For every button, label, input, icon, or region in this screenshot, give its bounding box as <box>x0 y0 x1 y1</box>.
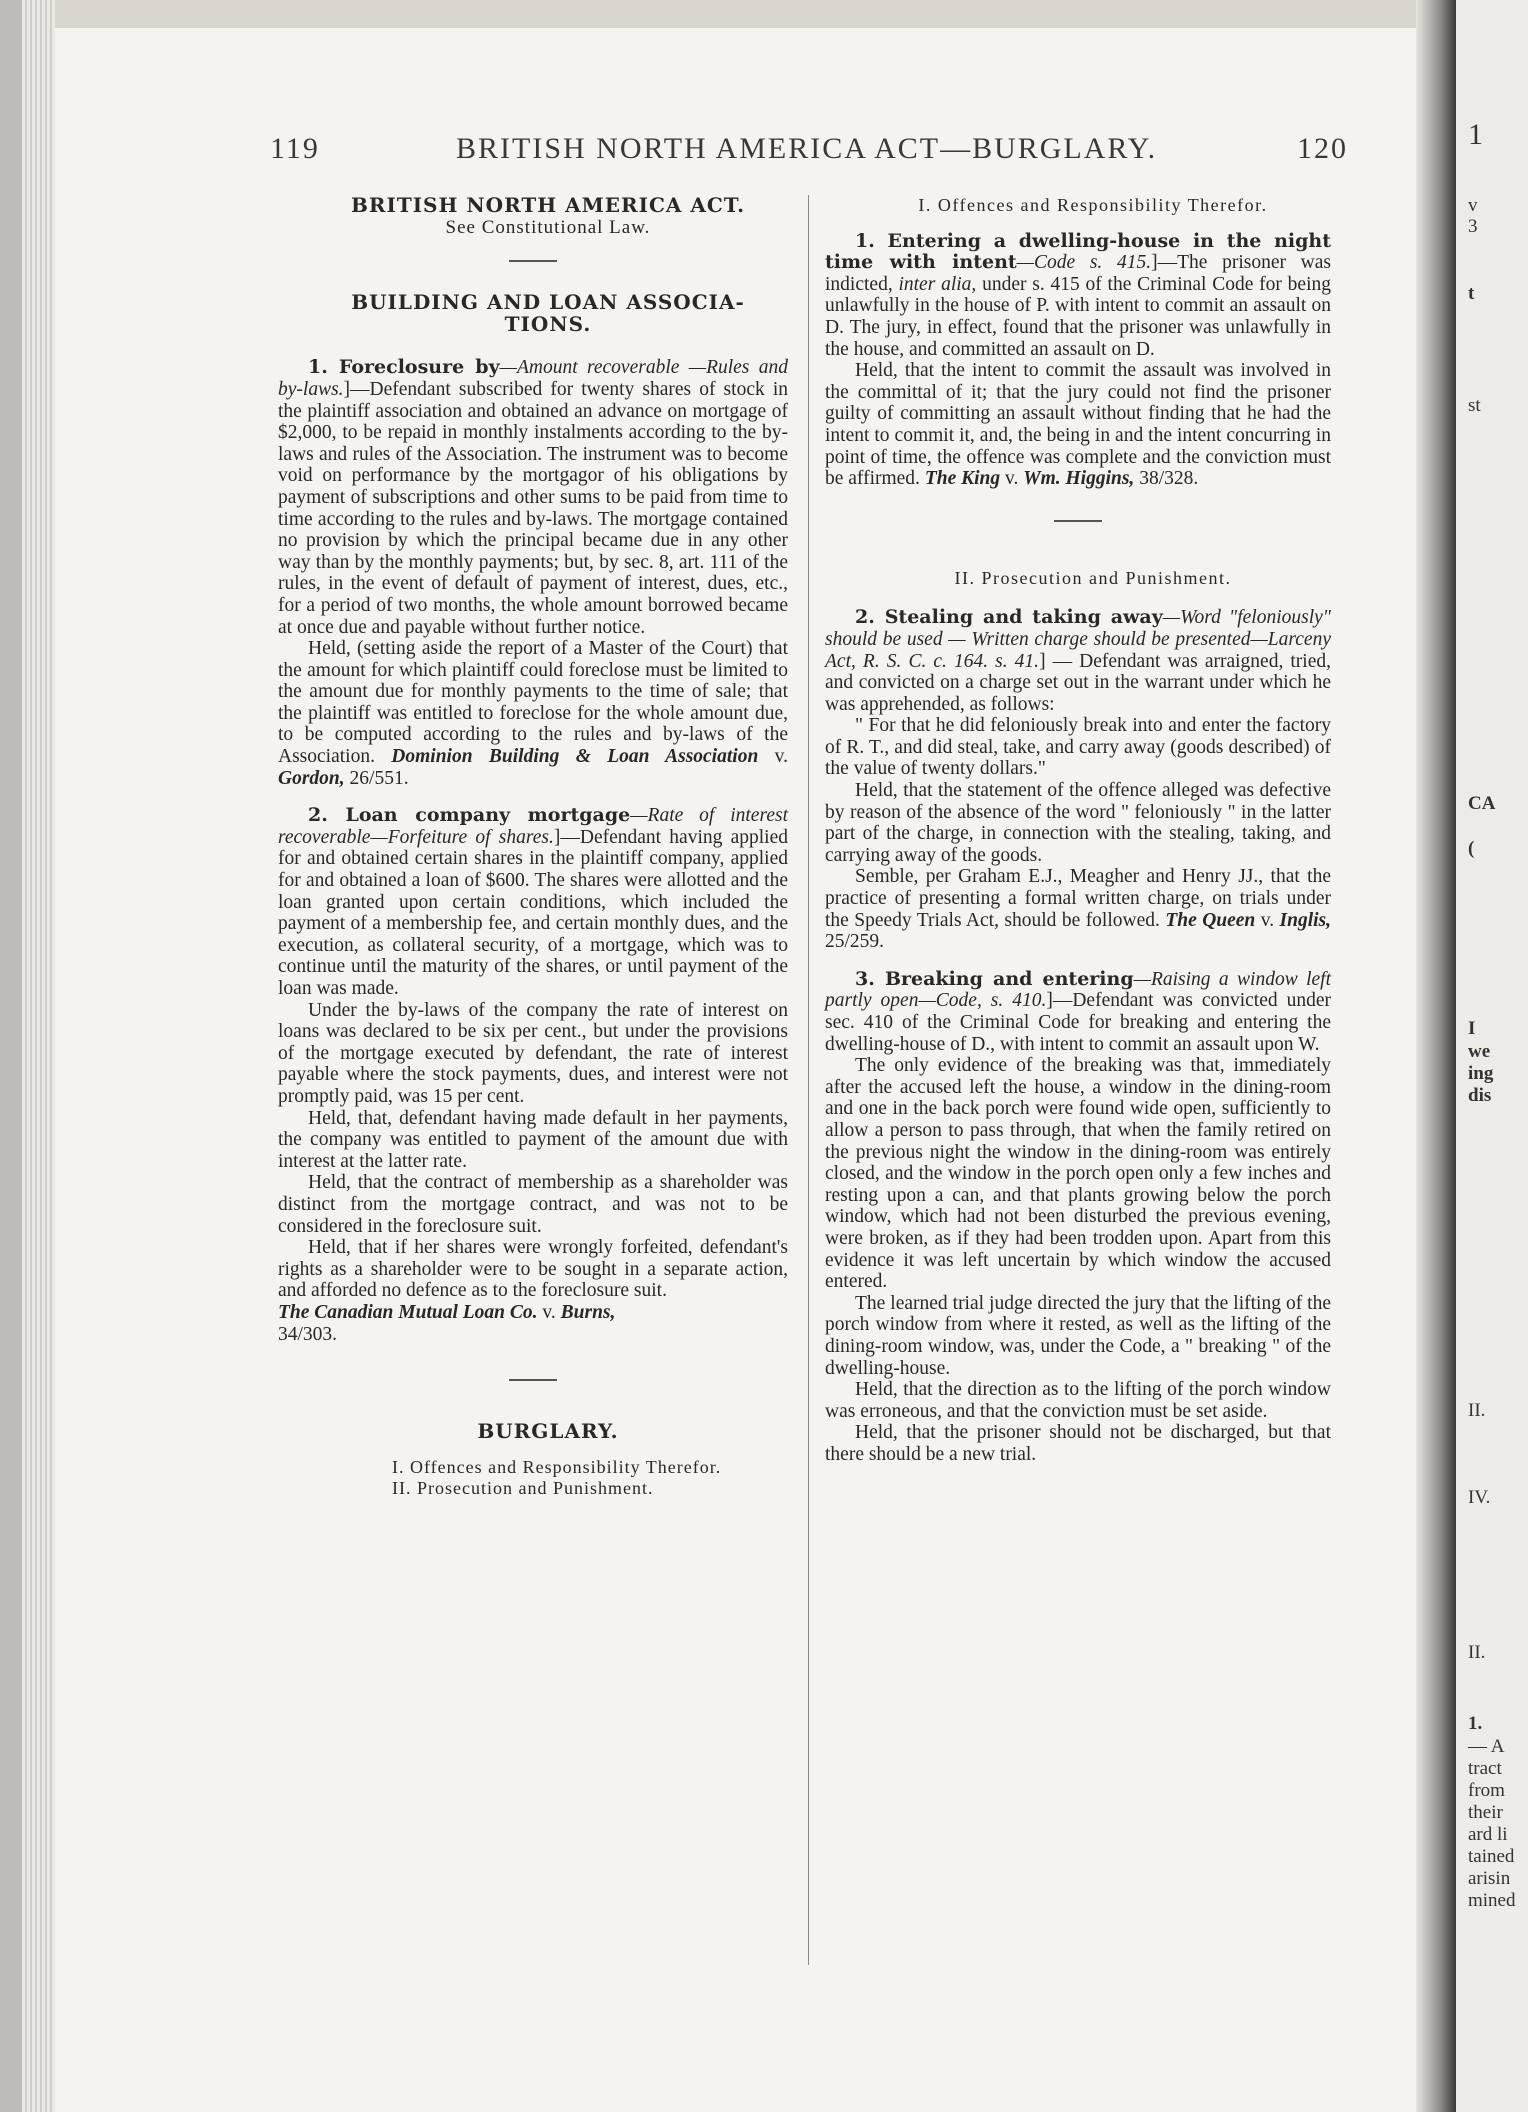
section-heading-offences: I. Offences and Responsibility Therefor. <box>918 195 1268 215</box>
semble-paragraph: Semble, per Graham E.J., Meagher and Henry JJ., that the practice of presenting a formal written charge, on trials under the Speedy Trials Act, should be followed. The Queen v. Inglis, 25/259. <box>825 866 1332 953</box>
entry-stealing: 2. Stealing and taking away—Word "feloniously" should be used — Written charge should be presented—Larceny Act, R. S. C. c. 164. s. 41.] — Defendant was arraigned, tried, and convicted on a charge set out in the warrant under which he was apprehended, as follows: <box>825 606 1331 715</box>
body-paragraph: Under the by-laws of the company the rate of interest on loans was declared to be six per cent., but under the provisions of the mortgage executed by defendant, the rate of interest payable where the stock payments, dues, and interest were not promptly paid, was 15 per cent. <box>278 999 788 1107</box>
burglary-heading: BURGLARY. <box>477 1419 619 1444</box>
quoted-charge: " For that he did feloniously break into and enter the factory of R. T., and did steal, take, and carry away (goods described) of the value of twenty dollars." <box>825 715 1331 780</box>
facing-page-fragment: ( <box>1468 838 1475 859</box>
facing-page-fragment: I <box>1468 1018 1476 1039</box>
held-paragraph: Held, that the intent to commit the assault was involved in the committal of it; that the jury could not find the prisoner guilty of committing an assault without finding that he had the intent to commit it, and, the being in and the intent concurring in point of time, the offence was complete and the conviction must be affirmed. The King v. Wm. Higgins, 38/328. <box>825 360 1331 490</box>
facing-page-fragment: IV. <box>1468 1487 1491 1508</box>
facing-page-fragment: their <box>1468 1802 1503 1823</box>
section-rule <box>509 1379 557 1381</box>
facing-page-fragment: II. <box>1468 1400 1486 1421</box>
facing-page-fragment: dis <box>1468 1085 1492 1106</box>
bla-heading-line1: BUILDING AND LOAN ASSOCIA- <box>351 290 745 315</box>
facing-page-fragment: CA <box>1468 793 1496 814</box>
bna-heading: BRITISH NORTH AMERICA ACT. <box>350 193 746 217</box>
held-paragraph: Held, (setting aside the report of a Master of the Court) that the amount for which plaintiff could foreclose must be limited to the amount due for monthly payments to the time of sale; that the plaintiff was entitled to foreclose for the whole amount due, to be computed according to the rules and by-laws of the Association. Dominion Building & Loan Association v. Gordon, 26/551. <box>278 638 788 789</box>
body-paragraph: The only evidence of the breaking was that, immediately after the accused left the house, a window in the dining-room and one in the back porch were found wide open, sufficiently to allow a person to pass through, that when the family retired on the previous night the window in the dining-room was entirely closed, and the window in the porch open only a few inches and resting upon a can, and that plants growing below the porch window, which had not been disturbed the previous evening, were broken, as if they had been trodden upon. Apart from this evidence it was left uncertain by which window the accused entered. <box>825 1055 1331 1293</box>
section-rule <box>1054 520 1102 522</box>
entry-loan-company-mortgage: 2. Loan company mortgage—Rate of interest recoverable—Forfeiture of shares.]—Defendant having applied for and obtained certain shares in the plaintiff company, applied for and obtained a loan of $600. The shares were allotted and the loan granted upon certain conditions, which included the payment of a membership fee, and certain monthly dues, and the execution, as collateral security, of a mortgage, which was to continue until the maturity of the shares, or until payment of the loan was made. <box>278 804 789 999</box>
facing-page-fragment: t <box>1468 283 1475 304</box>
held-paragraph: Held, that the statement of the offence alleged was defective by reason of the absence of the word " feloniously " in the latter part of the charge, in connection with the stealing, taking, and carrying away of the goods. <box>825 780 1331 866</box>
held-paragraph: Held, that if her shares were wrongly forfeited, defendant's rights as a shareholder were to be sought in a separate action, and afforded no defence as to the foreclosure suit. <box>278 1237 788 1302</box>
case-citation: The Canadian Mutual Loan Co. v. Burns, 34/303. <box>278 1301 616 1345</box>
book-edge <box>0 0 22 2112</box>
toc-item-offences: I. Offences and Responsibility Therefor. <box>392 1456 722 1477</box>
facing-page-fragment: v <box>1468 195 1478 216</box>
book-gutter <box>1416 0 1456 2112</box>
facing-page-fragment: — A <box>1468 1736 1505 1757</box>
facing-page-fragment: arisin <box>1468 1868 1511 1889</box>
running-title: BRITISH NORTH AMERICA ACT—BURGLARY. <box>456 132 1158 165</box>
facing-page-fragment: 3 <box>1468 216 1478 237</box>
held-paragraph: Held, that the direction as to the lifting of the porch window was erroneous, and that the conviction must be set aside. <box>825 1379 1331 1422</box>
page-number-right: 120 <box>1297 132 1348 165</box>
body-paragraph: The learned trial judge directed the jury that the lifting of the porch window from where it rested, as well as the lifting of the dining-room window, was, under the Code, a " breaking " of the dwelling-house. <box>825 1292 1331 1379</box>
facing-page-fragment: 1. <box>1468 1713 1483 1734</box>
entry-foreclosure: 1. Foreclosure by—Amount recoverable —Rules and by-laws.]—Defendant subscribed for twenty shares of stock in the plaintiff association and obtained an advance on mortgage of $2,000, to be repaid in monthly instalments according to the by-laws and rules of the Association. The instrument was to become void on performance by the mortgagor of his obligations by payment of subscriptions and other sums to be paid from time to time according to the rules and by-laws. The mortgage contained no provision by which the principal became due in any other way than by the monthly payments; but, by sec. 8, art. 111 of the rules, in the event of default of payment of interest, dues, etc., for a period of two months, the whole amount borrowed became at once due and payable without further notice. <box>278 356 788 638</box>
entry-entering-dwelling-house: 1. Entering a dwelling-house in the night time with intent—Code s. 415.]—The prisoner was indicted, inter alia, under s. 415 of the Criminal Code for being unlawfully in the house of P. with intent to commit an assault on D. The jury, in effect, found that the prisoner was unlawfully in the house, and committed an assault on D. <box>825 229 1331 360</box>
column-divider <box>808 195 809 1965</box>
facing-page-fragment: st <box>1468 395 1481 416</box>
held-paragraph: Held, that the contract of membership as a shareholder was distinct from the mortgage contract, and was not to be considered in the foreclosure suit. <box>278 1172 788 1237</box>
toc-item-prosecution: II. Prosecution and Punishment. <box>392 1478 654 1499</box>
facing-page-fragment: ard li <box>1468 1824 1508 1845</box>
page-stack-edge <box>22 0 55 2112</box>
section-rule <box>509 260 557 262</box>
facing-page-edge <box>1456 0 1528 2112</box>
held-paragraph: Held, that, defendant having made default in her payments, the company was entitled to payment of the amount due with interest at the latter rate. <box>278 1107 788 1172</box>
bna-see-reference: See Constitutional Law. <box>445 216 651 238</box>
facing-page-fragment: 1 <box>1468 118 1483 151</box>
facing-page-fragment: tained <box>1468 1846 1515 1867</box>
facing-page-fragment: from <box>1468 1780 1505 1801</box>
held-paragraph: Held, that the prisoner should not be discharged, but that there should be a new trial. <box>825 1422 1331 1465</box>
facing-page-fragment: we <box>1468 1041 1491 1062</box>
page-number-left: 119 <box>270 132 320 165</box>
facing-page-fragment: tract <box>1468 1758 1502 1779</box>
facing-page-fragment: ing <box>1468 1063 1494 1084</box>
left-column <box>278 195 788 1500</box>
section-heading-prosecution: II. Prosecution and Punishment. <box>954 567 1232 588</box>
facing-page-fragment: mined <box>1468 1890 1516 1911</box>
bla-heading-line2: TIONS. <box>504 311 592 336</box>
facing-page-fragment: II. <box>1468 1642 1486 1663</box>
entry-breaking-and-entering: 3. Breaking and entering—Raising a window left partly open—Code, s. 410.]—Defendant was convicted under sec. 410 of the Criminal Code for breaking and entering the dwelling-house of D., with intent to commit an assault upon W. <box>825 967 1331 1055</box>
right-column <box>825 195 1331 1465</box>
